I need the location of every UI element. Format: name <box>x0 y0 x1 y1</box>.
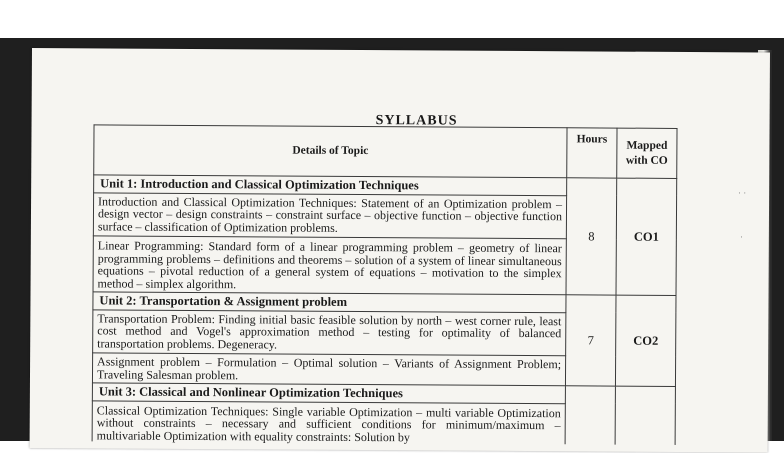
unit-2-paragraph-2: Assignment problem – Formulation – Optimal solution – Variants of Assignment Problem; Traveling Salesman problem. <box>92 353 565 386</box>
unit-2-title: Unit 2: Transportation & Assignment problem <box>93 292 566 312</box>
faded-header-mark <box>94 90 264 97</box>
unit-1-co: CO1 <box>616 178 677 295</box>
unit-3-paragraph-1: Classical Optimization Techniques: Single variable Optimization – multi variable Optimization without constraints – necessary and sufficient conditions for minimum/maximum – multivariable Optimization with equality constraints: Solution by <box>92 400 565 444</box>
co-column-header: Mapped with CO <box>617 128 677 178</box>
header-row <box>94 125 677 179</box>
topic-column-header: Details of Topic <box>94 125 567 178</box>
unit-3-hours <box>565 386 615 445</box>
unit-1-title: Unit 1: Introduction and Classical Optimization Techniques <box>94 175 567 195</box>
syllabus-table <box>92 124 678 445</box>
unit-3-co <box>615 386 675 445</box>
unit-1-paragraph-1: Introduction and Classical Optimization Techniques: Statement of an Optimization problem – design vector – design constraints – constraint surface – objective function – objective function surface – classification of Optimization problems. <box>93 192 566 238</box>
unit-2-hours: 7 <box>565 295 616 386</box>
hours-column-header: Hours <box>567 128 617 178</box>
unit-2-paragraph-1: Transportation Problem: Finding initial basic feasible solution by north – west corner rule, least cost method and Vogel's approximation method – testing for optimality of balanced transportation problems. Degeneracy. <box>93 309 566 355</box>
unit-1-paragraph-2: Linear Programming: Standard form of a linear programming problem – geometry of linear programming problems – definitions and theorems – solution of a system of linear simultaneous equations – pivotal reduction of a general system of equations – motivation to the simplex method – simplex algorithm. <box>93 236 566 295</box>
unit-2-co: CO2 <box>615 295 676 386</box>
scan-speck: · <box>740 232 743 242</box>
unit-3-title: Unit 3: Classical and Nonlinear Optimization Techniques <box>92 383 565 403</box>
unit-1-hours: 8 <box>566 178 617 295</box>
syllabus-page <box>30 48 770 453</box>
syllabus-heading: SYLLABUS <box>375 113 458 129</box>
scan-speck: · · <box>738 188 747 198</box>
